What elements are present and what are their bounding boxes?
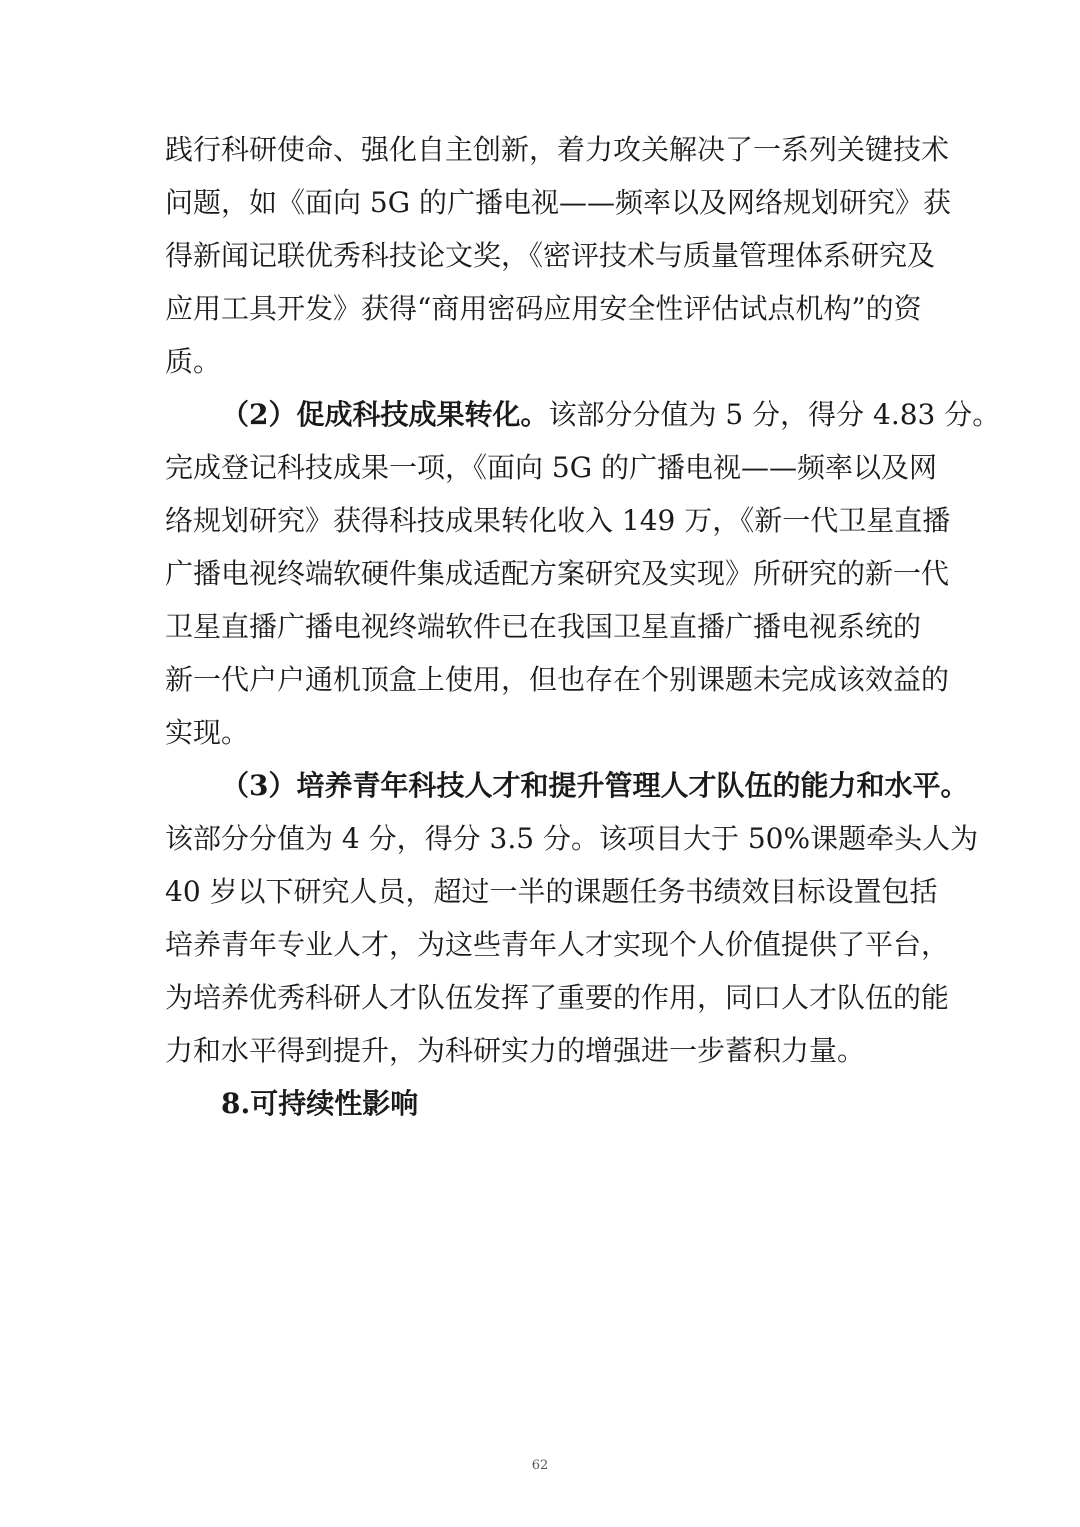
section-8-heading: 8.可持续性影响: [221, 1087, 419, 1120]
paragraph-2-line-4: 广播电视终端软硬件集成适配方案研究及实现》所研究的新一代: [165, 557, 950, 590]
paragraph-2-line-3: 络规划研究》获得科技成果转化收入 149 万，《新一代卫星直播: [165, 504, 951, 537]
paragraph-2-first-line-text: 该部分分值为 5 分，得分 4.83 分。: [548, 398, 1001, 431]
paragraph-1-line-3: 得新闻记联优秀科技论文奖，《密评技术与质量管理体系研究及: [165, 239, 936, 272]
paragraph-3-line-2: 该部分分值为 4 分，得分 3.5 分。该项目大于 50%课题牵头人为: [165, 822, 979, 855]
paragraph-3-line-4: 培养青年专业人才，为这些青年人才实现个人价值提供了平台，: [165, 928, 950, 961]
paragraph-2-first-line: [221, 395, 1001, 435]
paragraph-1-line-1: 践行科研使命、强化自主创新，着力攻关解决了一系列关键技术: [165, 133, 950, 166]
page-number: 62: [531, 1458, 549, 1473]
paragraph-2-line-2: 完成登记科技成果一项，《面向 5G 的广播电视——频率以及网: [165, 451, 937, 484]
paragraph-2-line-6: 新一代户户通机顶盒上使用，但也存在个别课题未完成该效益的: [165, 663, 950, 696]
paragraph-3-line-3: 40 岁以下研究人员，超过一半的课题任务书绩效目标设置包括: [165, 875, 938, 908]
paragraph-3-line-5: 为培养优秀科研人才队伍发挥了重要的作用，同口人才队伍的能: [165, 981, 950, 1014]
paragraph-2-line-7: 实现。: [165, 716, 250, 749]
paragraph-2-line-5: 卫星直播广播电视终端软件已在我国卫星直播广播电视系统的: [165, 610, 922, 643]
paragraph-3-heading: （3）培养青年科技人才和提升管理人才队伍的能力和水平。: [221, 769, 969, 802]
paragraph-1-line-5: 质。: [165, 345, 222, 378]
paragraph-3-line-6: 力和水平得到提升，为科研实力的增强进一步蓄积力量。: [165, 1034, 866, 1067]
paragraph-1-line-2: 问题，如《面向 5G 的广播电视——频率以及网络规划研究》获: [165, 186, 951, 219]
paragraph-1-line-4: 应用工具开发》获得“商用密码应用安全性评估试点机构”的资: [165, 292, 922, 325]
paragraph-2-heading: （2）促成科技成果转化。: [221, 398, 549, 431]
